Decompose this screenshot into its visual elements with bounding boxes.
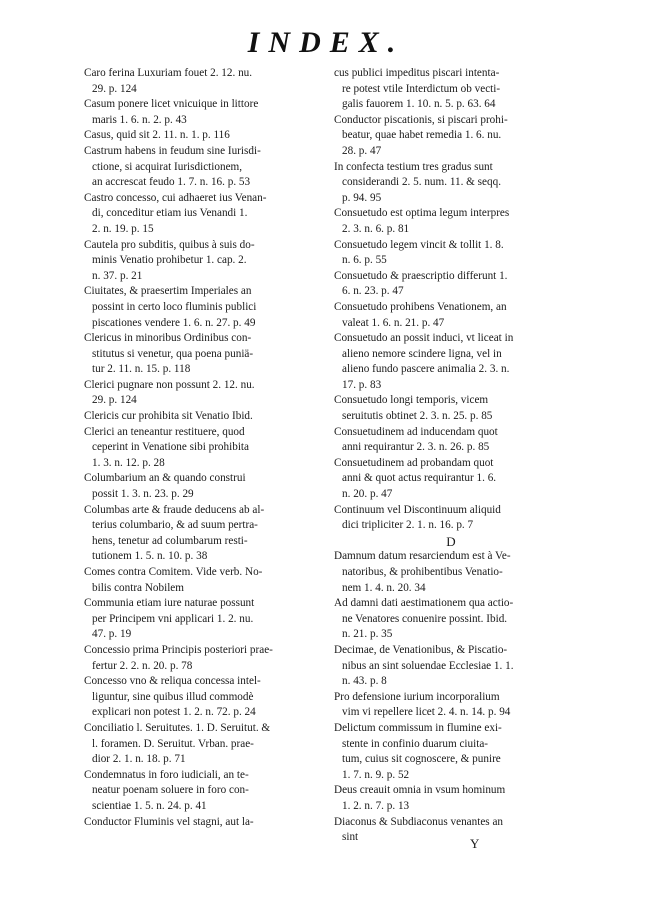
entry-line: n. 21. p. 35	[342, 628, 393, 641]
entry-line: tum, cuius sit cognoscere, & punire	[342, 753, 501, 766]
entry-line: Caro ferina Luxuriam fouet 2. 12. nu.	[84, 67, 253, 79]
entry-line: tur 2. 11. n. 15. p. 118	[92, 363, 191, 376]
entry-line: Concessio prima Principis posteriori prae-	[84, 643, 273, 656]
index-entry	[334, 549, 568, 596]
entry-line: Castrum habens in feudum sine Iurisdi-	[84, 144, 261, 157]
index-entry	[334, 66, 568, 113]
entry-line: scientiae 1. 5. n. 24. p. 41	[92, 799, 207, 812]
entry-line: 1. 2. n. 7. p. 13	[342, 799, 410, 812]
entry-line: In confecta testium tres gradus sunt	[334, 160, 493, 173]
entry-line: Consuetudo longi temporis, vicem	[334, 394, 489, 407]
entry-line: Consuetudo prohibens Venationem, an	[334, 300, 507, 313]
index-entry	[84, 815, 334, 831]
index-entry	[84, 97, 334, 128]
entry-line: Clerici an teneantur restituere, quod	[84, 425, 245, 438]
entry-line: 47. p. 19	[92, 628, 132, 641]
entry-line: 1. 7. n. 9. p. 52	[342, 768, 410, 781]
entry-line: Decimae, de Venationibus, & Piscatio-	[334, 643, 508, 656]
entry-line: Casus, quid sit 2. 11. n. 1. p. 116	[84, 129, 230, 142]
entry-line: n. 20. p. 47	[342, 488, 393, 501]
entry-line: 29. p. 124	[92, 82, 137, 95]
entry-line: di, conceditur etiam ius Venandi 1.	[92, 207, 248, 220]
index-entry	[334, 160, 568, 207]
entry-line: Conciliatio l. Seruitutes. 1. D. Seruitut. &	[84, 721, 271, 734]
entry-line: Comes contra Comitem. Vide verb. No-	[84, 566, 263, 578]
entry-line: minis Venatio prohibetur 1. cap. 2.	[92, 254, 247, 267]
index-entry	[84, 284, 334, 331]
entry-line: tutionem 1. 5. n. 10. p. 38	[92, 550, 208, 563]
entry-line: considerandi 2. 5. num. 11. & seqq.	[342, 176, 501, 189]
index-entry	[334, 269, 568, 300]
entry-line: per Principem vni applicari 1. 2. nu.	[92, 612, 254, 625]
index-entry	[84, 238, 334, 285]
catchword: Y	[470, 836, 480, 851]
entry-line: ctione, si acquirat Iurisdictionem,	[92, 160, 243, 173]
entry-line: Columbas arte & fraude deducens ab al-	[84, 503, 265, 516]
index-entry	[84, 331, 334, 378]
entry-line: alieno fundo pascere animalia 2. 3. n.	[342, 363, 510, 376]
entry-line: anni & quot actus requirantur 1. 6.	[342, 472, 497, 485]
entry-line: Cautela pro subditis, quibus à suis do-	[84, 238, 255, 251]
index-entry	[334, 425, 568, 456]
index-entry	[84, 409, 334, 425]
entry-line: 1. 3. n. 12. p. 28	[92, 456, 165, 469]
entry-line: seruitutis obtinet 2. 3. n. 25. p. 85	[342, 410, 493, 423]
entry-line: 2. n. 19. p. 15	[92, 222, 154, 235]
entry-line: nibus an sint soluendae Ecclesiae 1. 1.	[342, 659, 514, 672]
index-entry	[84, 471, 334, 502]
index-entry	[84, 66, 334, 97]
entry-line: neatur poenam soluere in foro con-	[92, 784, 249, 797]
entry-line: ceperint in Venatione sibi prohibita	[92, 441, 250, 454]
entry-line: Consuetudo est optima legum interpres	[334, 207, 510, 220]
entry-line: Continuum vel Discontinuum aliquid	[334, 503, 501, 516]
entry-line: 6. n. 23. p. 47	[342, 285, 404, 298]
entry-line: natoribus, & prohibentibus Venatio-	[342, 566, 503, 578]
entry-line: stitutus si venetur, qua poena puniä-	[92, 347, 254, 360]
entry-line: stente in confinio duarum ciuita-	[342, 737, 489, 750]
index-entry	[84, 674, 334, 721]
index-entry	[334, 690, 568, 721]
entry-line: Consuetudo legem vincit & tollit 1. 8.	[334, 238, 504, 251]
index-entry	[334, 643, 568, 690]
entry-line: n. 37. p. 21	[92, 269, 143, 282]
entry-line: cus publici impeditus piscari intenta-	[334, 67, 500, 79]
entry-line: fertur 2. 2. n. 20. p. 78	[92, 659, 193, 672]
entry-line: Diaconus & Subdiaconus venantes an	[334, 815, 504, 828]
index-entry	[84, 768, 334, 815]
entry-line: Clerici pugnare non possunt 2. 12. nu.	[84, 378, 255, 391]
entry-line: Condemnatus in foro iudiciali, an te-	[84, 768, 249, 781]
index-entry	[334, 596, 568, 643]
entry-line: 17. p. 83	[342, 378, 382, 391]
entry-line: Clericus in minoribus Ordinibus con-	[84, 332, 252, 345]
entry-line: galis fauorem 1. 10. n. 5. p. 63. 64	[342, 98, 496, 111]
index-entry	[334, 503, 568, 534]
entry-line: alieno nemore scindere ligna, vel in	[342, 347, 502, 360]
entry-line: Damnum datum resarciendum est à Ve-	[334, 550, 511, 563]
index-entry	[334, 783, 568, 814]
entry-line: re potest vtile Interdictum ob vecti-	[342, 82, 501, 95]
index-entry	[84, 596, 334, 643]
entry-line: ne Venatores conuenire possint. Ibid.	[342, 612, 508, 625]
entry-line: terius columbario, & ad suum pertra-	[92, 519, 258, 532]
entry-line: Columbarium an & quando construi	[84, 472, 246, 485]
entry-line: possit 1. 3. n. 23. p. 29	[92, 488, 194, 501]
entry-line: dior 2. 1. n. 18. p. 71	[92, 753, 186, 766]
entry-line: Consuetudinem ad inducendam quot	[334, 425, 498, 438]
left-column	[84, 66, 334, 830]
index-entry	[334, 721, 568, 783]
index-entry	[334, 331, 568, 393]
index-entry	[84, 721, 334, 768]
entry-line: dici tripliciter 2. 1. n. 16. p. 7	[342, 519, 474, 532]
index-entry	[334, 238, 568, 269]
index-entry	[334, 393, 568, 424]
entry-line: nem 1. 4. n. 20. 34	[342, 581, 426, 594]
index-entry	[334, 206, 568, 237]
entry-line: Consuetudo an possit induci, vt liceat in	[334, 332, 514, 345]
index-entry	[334, 815, 568, 846]
entry-line: Consuetudo & praescriptio differunt 1.	[334, 269, 508, 282]
index-entry	[84, 503, 334, 565]
index-entry	[84, 128, 334, 144]
entry-line: Castro concesso, cui adhaeret ius Venan-	[84, 191, 267, 204]
entry-line: valeat 1. 6. n. 21. p. 47	[342, 316, 445, 329]
entry-line: anni requirantur 2. 3. n. 26. p. 85	[342, 441, 490, 454]
entry-line: Pro defensione iurium incorporalium	[334, 690, 500, 703]
entry-line: sint	[342, 831, 359, 844]
entry-line: possint in certo loco fluminis publici	[92, 300, 257, 313]
entry-line: Ad damni dati aestimationem qua actio-	[334, 597, 514, 610]
entry-line: Ciuitates, & praesertim Imperiales an	[84, 285, 252, 298]
entry-line: bilis contra Nobilem	[92, 581, 184, 594]
entry-line: vim vi repellere licet 2. 4. n. 14. p. 94	[342, 706, 511, 719]
right-column	[334, 66, 568, 846]
index-entry	[84, 425, 334, 472]
index-entry	[84, 191, 334, 238]
entry-line: beatur, quae habet remedia 1. 6. nu.	[342, 129, 502, 142]
index-entry	[84, 144, 334, 191]
entry-line: l. foramen. D. Seruitut. Vrban. prae-	[92, 737, 254, 750]
entry-line: n. 43. p. 8	[342, 675, 387, 688]
entry-line: Clericis cur prohibita sit Venatio Ibid.	[84, 410, 253, 423]
entry-line: liguntur, sine quibus illud commodè	[92, 690, 254, 703]
entry-line: Conductor Fluminis vel stagni, aut la-	[84, 815, 254, 828]
section-letter: D	[446, 533, 456, 549]
entry-line: n. 6. p. 55	[342, 254, 387, 267]
entry-line: Deus creauit omnia in vsum hominum	[334, 784, 506, 797]
entry-line: Communia etiam iure naturae possunt	[84, 597, 255, 610]
entry-line: Consuetudinem ad probandam quot	[334, 456, 494, 469]
entry-line: explicari non potest 1. 2. n. 72. p. 24	[92, 706, 256, 719]
entry-line: Delictum commissum in flumine exi-	[334, 721, 502, 734]
index-entry	[84, 378, 334, 409]
index-entry	[334, 300, 568, 331]
index-entry	[334, 456, 568, 503]
entry-line: maris 1. 6. n. 2. p. 43	[92, 113, 187, 126]
index-entry	[334, 113, 568, 160]
entry-line: hens, tenetur ad columbarum resti-	[92, 534, 248, 547]
entry-line: Casum ponere licet vnicuique in littore	[84, 98, 259, 111]
entry-line: p. 94. 95	[342, 191, 382, 204]
entry-line: Concesso vno & reliqua concessa intel-	[84, 675, 261, 688]
index-entry	[84, 643, 334, 674]
entry-line: 2. 3. n. 6. p. 81	[342, 222, 410, 235]
entry-line: an accrescat feudo 1. 7. n. 16. p. 53	[92, 176, 251, 189]
index-entry	[84, 565, 334, 596]
entry-line: 28. p. 47	[342, 144, 382, 157]
entry-line: Conductor piscationis, si piscari prohi-	[334, 113, 508, 126]
entry-line: piscationes vendere 1. 6. n. 27. p. 49	[92, 316, 256, 329]
page-header: INDEX.	[247, 26, 405, 59]
entry-line: 29. p. 124	[92, 394, 137, 407]
